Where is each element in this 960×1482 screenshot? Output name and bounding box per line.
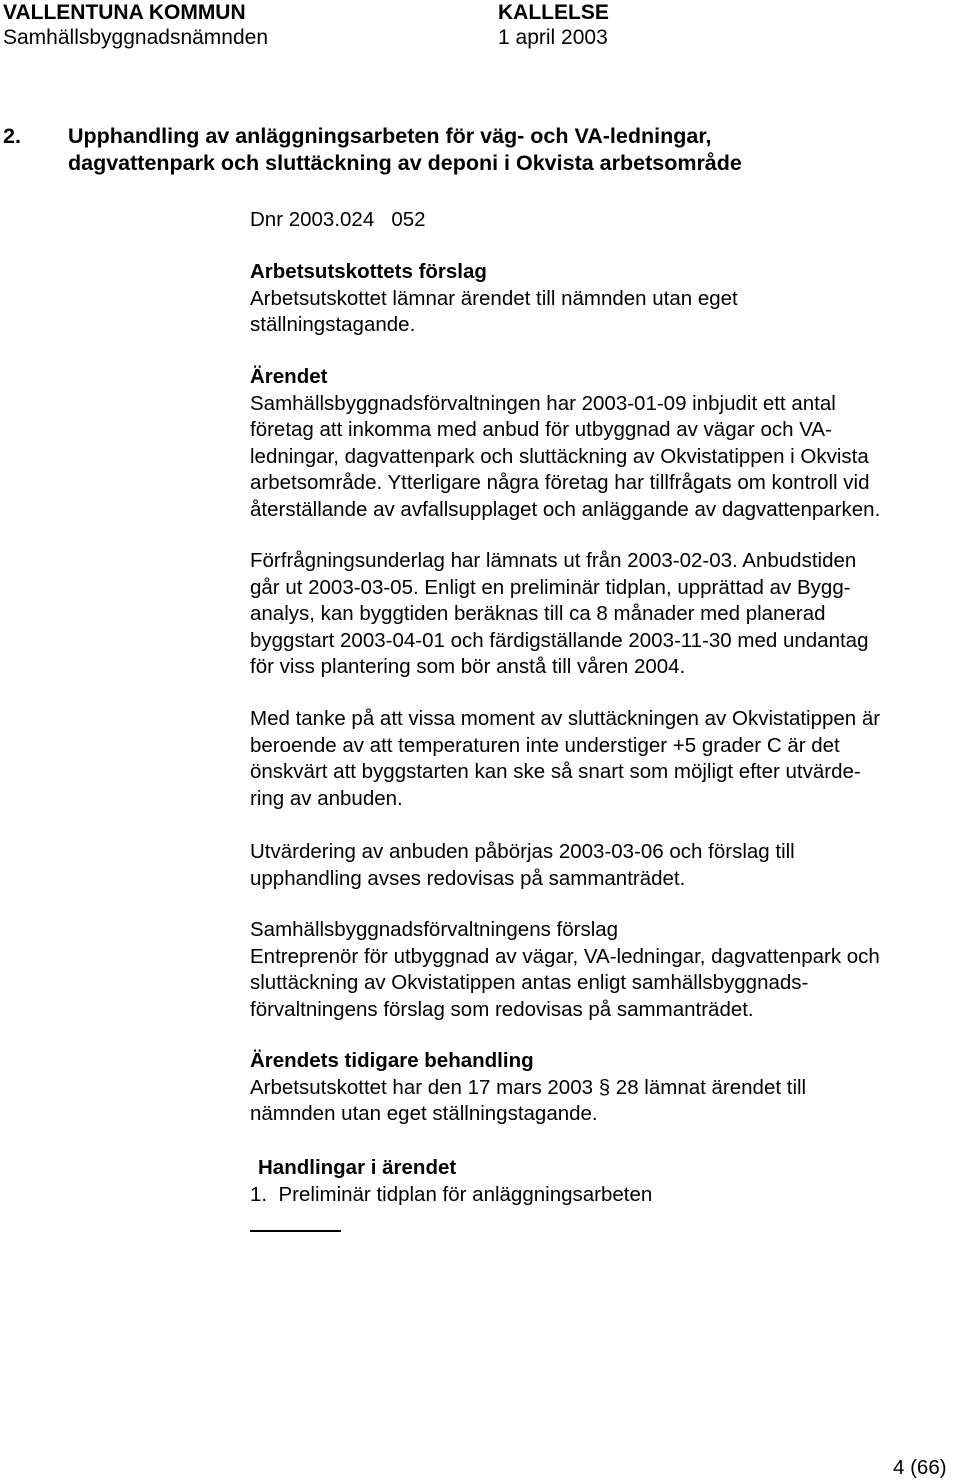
case-text-line: ring av anbuden. xyxy=(250,786,403,810)
case-text-line: Utvärdering av anbuden påbörjas 2003-03-06 och förslag till xyxy=(250,840,795,863)
case-section xyxy=(250,364,960,523)
case-text-line: Förfrågningsunderlag har lämnats ut från 2003-02-03. Anbudstiden xyxy=(250,549,857,572)
case-text-line: återställande av avfallsupplaget och anläggande av dagvattenparken. xyxy=(250,497,881,521)
item-title-line: dagvattenpark och sluttäckning av deponi i Okvista arbetsområde xyxy=(68,151,742,175)
document-list-item: 1. Preliminär tidplan för anläggningsarbeten xyxy=(250,1182,653,1206)
administration-proposal-line: Entreprenör för utbyggnad av vägar, VA-ledningar, dagvattenpark och xyxy=(250,944,880,968)
case-text-line: arbetsområde. Ytterligare några företag har tillfrågats om kontroll vid xyxy=(250,471,870,494)
au-proposal-heading: Arbetsutskottets förslag xyxy=(250,260,487,283)
documents-section xyxy=(250,1155,960,1208)
item-number: 2. xyxy=(3,124,21,148)
case-text-line: analys, kan byggtiden beräknas till ca 8 månader med planerad xyxy=(250,602,826,625)
case-heading: Ärendet xyxy=(250,365,328,388)
end-rule xyxy=(250,1230,341,1232)
item-title xyxy=(68,123,742,177)
administration-proposal-section xyxy=(250,917,960,1023)
previous-handling-line: Arbetsutskottet har den 17 mars 2003 § 28 lämnat ärendet till xyxy=(250,1075,807,1099)
diary-number: Dnr 2003.024 052 xyxy=(250,208,426,231)
document-date: 1 april 2003 xyxy=(498,26,608,49)
documents-heading: Handlingar i ärendet xyxy=(258,1156,457,1179)
case-text-line: går ut 2003-03-05. Enligt en preliminär tidplan, upprättad av Bygg- xyxy=(250,575,851,599)
case-text-line: byggstart 2003-04-01 och färdigställande 2003-11-30 med undantag xyxy=(250,628,869,652)
previous-handling-line: nämnden utan eget ställningstagande. xyxy=(250,1102,598,1125)
case-paragraph-4 xyxy=(250,839,960,892)
au-proposal-line: ställningstagande. xyxy=(250,313,416,336)
org-name: VALLENTUNA KOMMUN xyxy=(3,1,246,24)
case-text-line: ledningar, dagvattenpark och sluttäckning av Okvistatippen i Okvista xyxy=(250,444,869,468)
administration-proposal-line: sluttäckning av Okvistatippen antas enligt samhällsbyggnads- xyxy=(250,971,809,994)
case-text-line: beroende av att temperaturen inte understiger +5 grader C är det xyxy=(250,733,840,757)
case-text-line: för viss plantering som bör anstå till våren 2004. xyxy=(250,655,686,678)
case-text-line: Samhällsbyggnadsförvaltningen har 2003-01-09 inbjudit ett antal xyxy=(250,391,836,415)
case-paragraph-3 xyxy=(250,706,960,812)
previous-handling-heading: Ärendets tidigare behandling xyxy=(250,1049,534,1072)
case-text-line: Med tanke på att vissa moment av sluttäckningen av Okvistatippen är xyxy=(250,707,881,730)
administration-proposal-line: förvaltningens förslag som redovisas på sammanträdet. xyxy=(250,997,754,1021)
case-text-line: företag att inkomma med anbud för utbyggnad av vägar och VA- xyxy=(250,418,832,441)
case-text-line: upphandling avses redovisas på sammanträdet. xyxy=(250,866,686,890)
administration-proposal-heading: Samhällsbyggnadsförvaltningens förslag xyxy=(250,918,619,941)
au-proposal-section xyxy=(250,259,960,339)
au-proposal-line: Arbetsutskottet lämnar ärendet till nämnden utan eget xyxy=(250,286,738,310)
previous-handling-section xyxy=(250,1048,960,1128)
case-paragraph-2 xyxy=(250,548,960,681)
document-type: KALLELSE xyxy=(498,1,609,24)
item-title-line: Upphandling av anläggningsarbeten för väg- och VA-ledningar, xyxy=(68,124,712,148)
page-number: 4 (66) xyxy=(893,1456,947,1479)
department-name: Samhällsbyggnadsnämnden xyxy=(3,26,269,49)
case-text-line: önskvärt att byggstarten kan ske så snart som möjligt efter utvärde- xyxy=(250,760,861,783)
